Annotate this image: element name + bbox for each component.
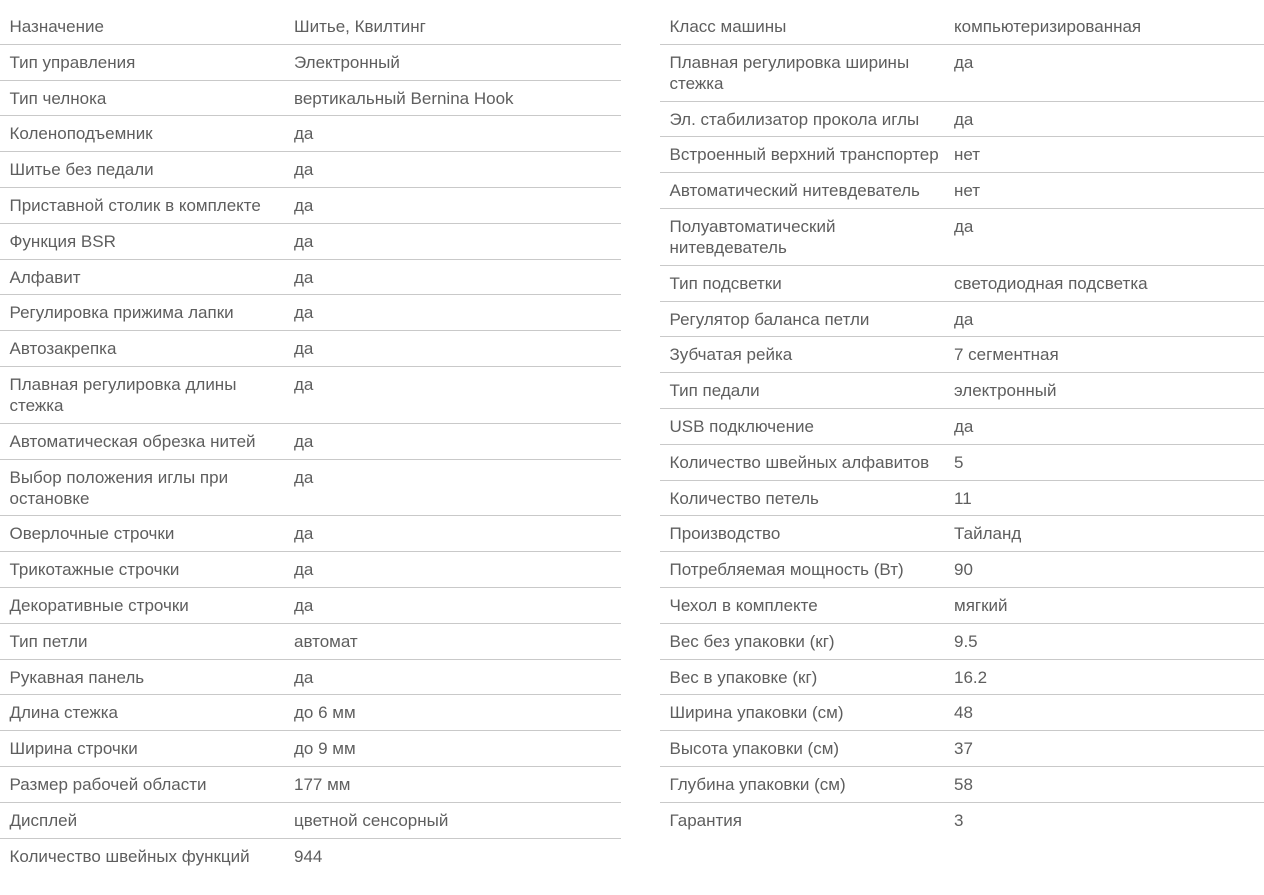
spec-value: 58 xyxy=(954,774,973,794)
spec-row xyxy=(660,173,1264,209)
spec-label: Класс машины xyxy=(669,17,787,36)
spec-row xyxy=(660,102,1264,138)
spec-value: 3 xyxy=(954,810,964,830)
spec-row xyxy=(660,731,1264,767)
spec-value: 7 сегментная xyxy=(954,345,1059,365)
spec-value: да xyxy=(294,160,314,180)
spec-row xyxy=(660,409,1264,445)
spec-label: Назначение xyxy=(9,17,104,36)
spec-label: Вес в упаковке (кг) xyxy=(669,667,818,687)
spec-value: светодиодная подсветка xyxy=(954,273,1148,293)
spec-value: 11 xyxy=(954,488,972,508)
spec-row xyxy=(660,552,1264,588)
spec-row xyxy=(0,460,621,517)
spec-row xyxy=(660,209,1264,266)
spec-value: да xyxy=(294,560,314,580)
spec-row xyxy=(0,695,621,731)
spec-value: да xyxy=(294,595,314,615)
spec-label: Регулятор баланса петли xyxy=(669,309,870,329)
spec-label: Функция BSR xyxy=(9,231,116,251)
spec-value: да xyxy=(294,374,314,394)
spec-value: до 9 мм xyxy=(294,739,356,759)
spec-label: Плавная регулировка длины стежка xyxy=(9,374,237,415)
spec-row xyxy=(0,767,621,803)
spec-label: Плавная регулировка ширины стежка xyxy=(669,52,910,93)
spec-label: Декоративные строчки xyxy=(9,595,189,615)
spec-value: автомат xyxy=(294,631,358,651)
spec-value: нет xyxy=(954,181,981,201)
spec-value: 9.5 xyxy=(954,631,978,651)
spec-value: 90 xyxy=(954,560,973,580)
spec-label: USB подключение xyxy=(669,416,814,436)
spec-value: да xyxy=(294,267,314,287)
spec-row xyxy=(0,152,621,188)
specs-table-right xyxy=(660,9,1264,839)
spec-label: Тип петли xyxy=(9,631,88,651)
spec-row xyxy=(660,481,1264,517)
spec-label: Количество швейных функций xyxy=(9,846,250,866)
spec-row xyxy=(660,588,1264,624)
spec-row xyxy=(660,516,1264,552)
spec-row xyxy=(0,588,621,624)
spec-row xyxy=(0,295,621,331)
spec-value: Шитье, Квилтинг xyxy=(294,17,426,36)
spec-row xyxy=(660,803,1264,839)
spec-label: Оверлочные строчки xyxy=(9,524,175,544)
spec-label: Автоматический нитевдеватель xyxy=(669,181,920,201)
spec-row xyxy=(660,767,1264,803)
spec-row xyxy=(0,367,621,424)
spec-row xyxy=(0,624,621,660)
spec-label: Встроенный верхний транспортер xyxy=(669,145,939,165)
spec-label: Коленоподъемник xyxy=(9,124,153,144)
spec-value: да xyxy=(294,524,314,544)
spec-value: да xyxy=(294,431,314,451)
spec-row xyxy=(0,45,621,81)
spec-row xyxy=(660,373,1264,409)
spec-value: компьютеризированная xyxy=(954,17,1142,36)
spec-label: Глубина упаковки (см) xyxy=(669,774,846,794)
spec-value: Тайланд xyxy=(954,524,1022,544)
spec-label: Размер рабочей области xyxy=(9,774,207,794)
spec-value: 177 мм xyxy=(294,774,351,794)
spec-label: Тип подсветки xyxy=(669,273,782,293)
spec-value: да xyxy=(954,109,974,129)
spec-label: Ширина строчки xyxy=(9,739,138,759)
spec-row xyxy=(0,260,621,296)
spec-value: да xyxy=(294,667,314,687)
spec-row xyxy=(0,9,621,45)
spec-label: Тип педали xyxy=(669,381,760,401)
spec-row xyxy=(0,424,621,460)
spec-value: 944 xyxy=(294,846,323,866)
spec-value: да xyxy=(294,339,314,359)
spec-value: цветной сенсорный xyxy=(294,810,449,830)
spec-label: Трикотажные строчки xyxy=(9,560,180,580)
spec-value: нет xyxy=(954,145,981,165)
spec-label: Потребляемая мощность (Вт) xyxy=(669,560,904,580)
spec-label: Количество швейных алфавитов xyxy=(669,452,930,472)
spec-label: Гарантия xyxy=(669,810,742,830)
spec-row xyxy=(0,116,621,152)
spec-label: Длина стежка xyxy=(9,703,118,723)
spec-value: да xyxy=(294,231,314,251)
spec-row xyxy=(0,331,621,367)
spec-value: вертикальный Bernina Hook xyxy=(294,88,514,108)
spec-row xyxy=(660,137,1264,173)
spec-value: да xyxy=(954,416,974,436)
spec-label: Полуавтоматический нитевдеватель xyxy=(669,216,836,257)
spec-label: Высота упаковки (см) xyxy=(669,739,840,759)
spec-label: Эл. стабилизатор прокола иглы xyxy=(669,109,920,129)
spec-value: да xyxy=(294,195,314,215)
spec-value: мягкий xyxy=(954,595,1008,615)
spec-row xyxy=(0,81,621,117)
spec-label: Выбор положения иглы при остановке xyxy=(9,467,229,508)
spec-value: да xyxy=(954,52,974,72)
spec-label: Алфавит xyxy=(9,267,81,287)
specs-table-left xyxy=(0,9,621,874)
spec-value: 48 xyxy=(954,703,973,723)
spec-label: Автоматическая обрезка нитей xyxy=(9,431,256,451)
spec-label: Шитье без педали xyxy=(9,160,154,180)
spec-value: да xyxy=(954,309,974,329)
spec-row xyxy=(660,302,1264,338)
spec-label: Вес без упаковки (кг) xyxy=(669,631,835,651)
spec-label: Рукавная панель xyxy=(9,667,145,687)
spec-row xyxy=(0,839,621,875)
spec-row xyxy=(660,266,1264,302)
spec-row xyxy=(660,45,1264,102)
spec-label: Количество петель xyxy=(669,488,819,508)
spec-row xyxy=(660,660,1264,696)
spec-value: да xyxy=(294,124,314,144)
spec-label: Производство xyxy=(669,524,781,544)
spec-value: Электронный xyxy=(294,52,400,72)
spec-row xyxy=(660,624,1264,660)
spec-label: Тип управления xyxy=(9,52,136,72)
spec-label: Чехол в комплекте xyxy=(669,595,818,615)
spec-label: Автозакрепка xyxy=(9,339,117,359)
spec-value: 16.2 xyxy=(954,667,988,687)
spec-row xyxy=(0,660,621,696)
spec-row xyxy=(0,731,621,767)
spec-row xyxy=(660,337,1264,373)
spec-label: Регулировка прижима лапки xyxy=(9,303,234,323)
spec-value: да xyxy=(294,303,314,323)
spec-row xyxy=(0,188,621,224)
spec-row xyxy=(660,695,1264,731)
spec-row xyxy=(0,803,621,839)
spec-label: Тип челнока xyxy=(9,88,107,108)
spec-row xyxy=(0,224,621,260)
spec-label: Дисплей xyxy=(9,810,78,830)
spec-row xyxy=(660,445,1264,481)
spec-row xyxy=(0,552,621,588)
spec-label: Ширина упаковки (см) xyxy=(669,703,844,723)
spec-row xyxy=(0,516,621,552)
spec-value: электронный xyxy=(954,381,1057,401)
spec-value: да xyxy=(954,216,974,236)
spec-label: Зубчатая рейка xyxy=(669,345,793,365)
spec-value: до 6 мм xyxy=(294,703,356,723)
spec-row xyxy=(660,9,1264,45)
spec-value: да xyxy=(294,467,314,487)
spec-label: Приставной столик в комплекте xyxy=(9,195,261,215)
spec-value: 37 xyxy=(954,739,973,759)
spec-value: 5 xyxy=(954,452,964,472)
